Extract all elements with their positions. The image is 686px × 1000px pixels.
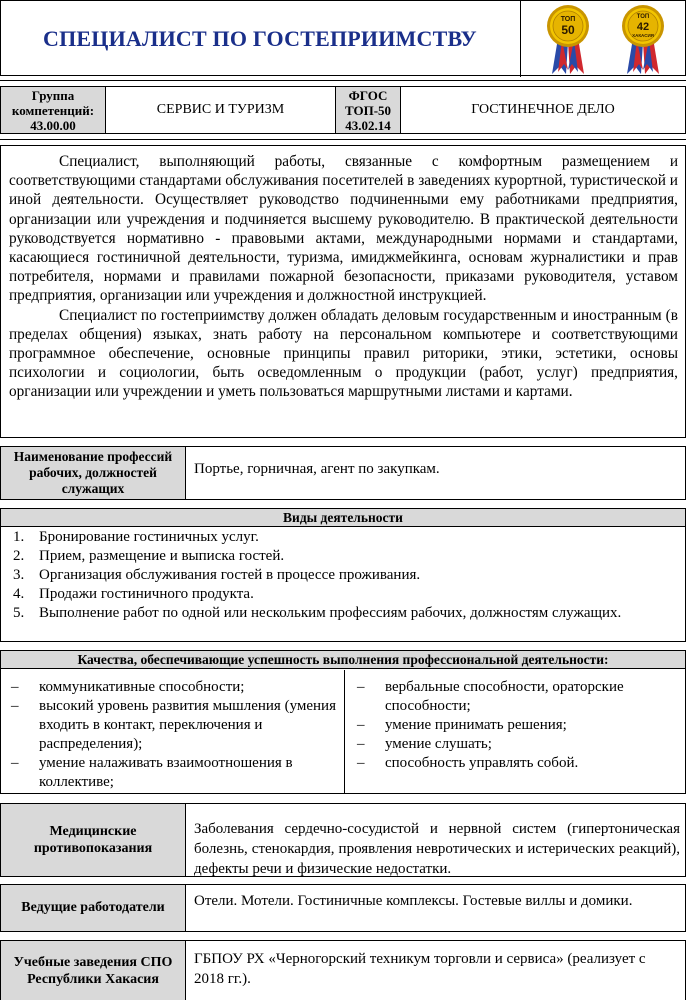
employers-value: Отели. Мотели. Гостиничные комплексы. Гостевые виллы и домики. [194, 893, 633, 909]
title-box [1, 1, 521, 77]
professions-value: Портье, горничная, агент по закупкам. [194, 461, 440, 477]
qualities-left-column [1, 670, 345, 793]
description-section [0, 145, 686, 438]
medical-label: Медицинские противопоказания [1, 804, 186, 876]
fgos-value: ГОСТИНЕЧНОЕ ДЕЛО [471, 102, 615, 117]
medal-region-label: ХАКАСИЯ [632, 33, 654, 38]
list-item: 3. Организация обслуживания гостей в процессе проживания. [13, 567, 421, 583]
medical-contraindications-row [0, 803, 686, 877]
employers-label: Ведущие работодатели [1, 885, 186, 931]
list-item: – способность управлять собой. [357, 755, 579, 771]
medal-number: 42 [636, 21, 650, 33]
professions-label: Наименование профессий рабочих, должностей служащих [1, 447, 186, 499]
list-item: 1. Бронирование гостиничных услуг. [13, 529, 259, 545]
divider [0, 80, 686, 81]
description-paragraph: Специалист, выполняющий работы, связанные с комфортным размещением и соответствующими стандартами обслуживания посетителей в заведениях курортной, туристической и иной деятельности. Осуществляет руководство подчиненными ему работниками предприятия, организации или учреждения и подчиняется высшему руководителю. В практической деятельности руководствуется нормативно - правовыми актами, международными нормами и стандартами, касающиеся гостиничной деятельности, туризма, имиджмейкинга, основам журналистики и прав потребителя, нормами и правилами пожарной безопасности, приказами руководителя, уставом предприятия, организации или учреждения и должностной инструкцией. [9, 153, 678, 305]
divider [0, 139, 686, 140]
list-item: – коммуникативные способности; [11, 679, 245, 695]
medal-top-label: ТОП [636, 14, 650, 20]
medal-number: 50 [561, 23, 575, 37]
list-item: – умение слушать; [357, 736, 492, 752]
page-title: СПЕЦИАЛИСТ ПО ГОСТЕПРИИМСТВУ [43, 26, 477, 51]
fgos-label: ФГОС ТОП-50 43.02.14 [336, 87, 401, 133]
list-item: – вербальные способности, ораторские способности; [357, 679, 624, 714]
employers-row [0, 884, 686, 932]
medical-value: Заболевания сердечно-сосудистой и нервной систем (гипертоническая болезнь, стенокардия, проявления невротических и истерических реакций), дефекты речи и физические недостатки. [194, 821, 680, 877]
list-item: 2. Прием, размещение и выписка гостей. [13, 548, 285, 564]
list-item: – умение налаживать взаимоотношения в коллективе; [11, 755, 293, 790]
list-item: 5. Выполнение работ по одной или нескольким профессиям рабочих, должностям служащих. [13, 605, 622, 621]
schools-value: ГБПОУ РХ «Черногорский техникум торговли и сервиса» (реализует с 2018 гг.). [194, 951, 646, 987]
description-paragraph: Специалист по гостеприимству должен обладать деловым государственным и иностранным (в пределах общения) языках, знать работу на персональном компьютере и соответствующими программное обеспечение, основные принципы правил риторики, этики, эстетики, основы психологии и социологии, быть осведомленным о продукции (работ, услуг) предприятия, организации или учреждении и уметь пользоваться маршрутными листами и картами. [9, 306, 678, 401]
medal-top-label: ТОП [560, 16, 576, 23]
activities-heading: Виды деятельности [1, 509, 685, 527]
schools-label: Учебные заведения СПО Республики Хакасия [1, 941, 186, 1000]
list-item: 4. Продажи гостиничного продукта. [13, 586, 254, 602]
qualities-right-column [345, 670, 685, 793]
qualities-heading: Качества, обеспечивающие успешность выполнения профессиональной деятельности: [1, 651, 685, 669]
activities-list [1, 527, 685, 623]
group-value: СЕРВИС И ТУРИЗМ [106, 87, 336, 133]
header [0, 0, 686, 76]
competence-group-row [0, 86, 686, 134]
list-item: – умение принимать решения; [357, 717, 567, 733]
group-label: Группа компетенций: 43.00.00 [1, 87, 106, 133]
top50-medal-icon [546, 4, 590, 76]
schools-row [0, 940, 686, 1000]
activities-section [0, 508, 686, 642]
top42-khakassia-medal-icon [621, 4, 665, 76]
professions-row [0, 446, 686, 500]
list-item: – высокий уровень развития мышления (умения входить в контакт, переключения и распределения); [11, 698, 336, 752]
qualities-section [0, 650, 686, 794]
